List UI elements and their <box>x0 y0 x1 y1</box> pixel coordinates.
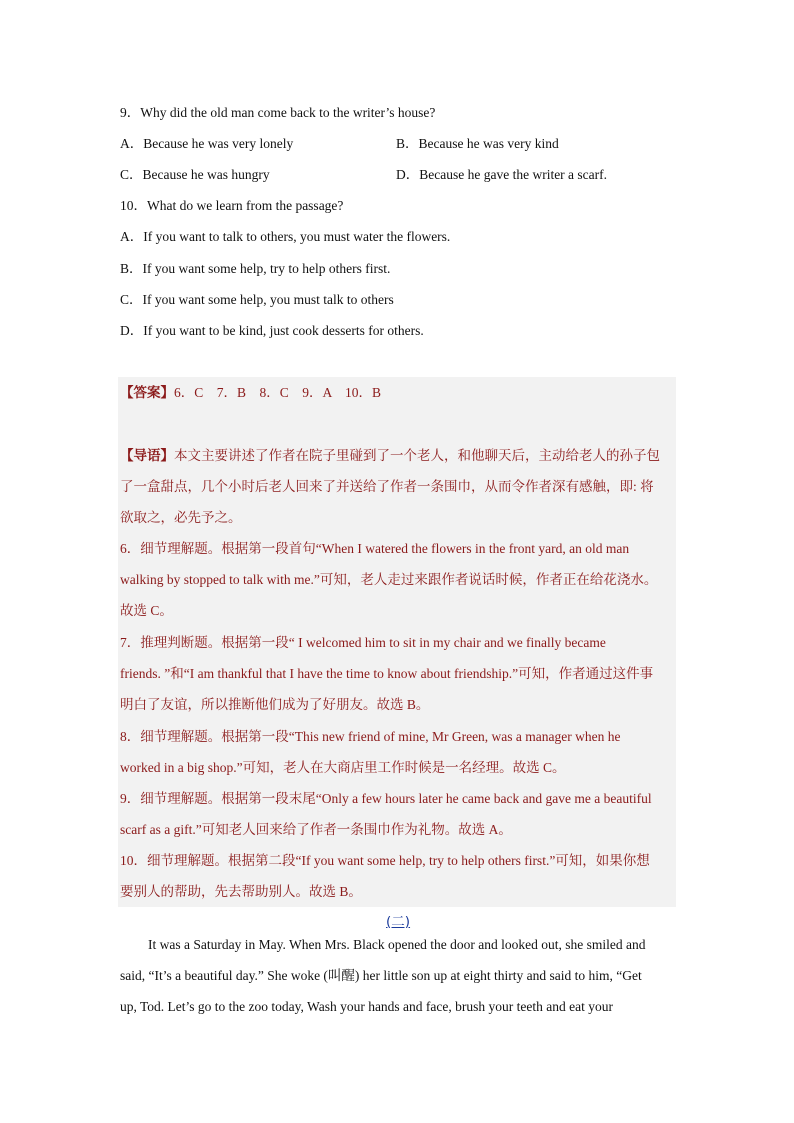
passage-line: said, “It’s a beautiful day.” She woke (叫醒) her little son up at eight thirty and said to him, “Get <box>120 968 642 983</box>
explanation-line: 故选 C。 <box>120 603 173 618</box>
question-10-option-a: A．If you want to talk to others, you must water the flowers. <box>120 229 451 244</box>
explanation-line: 8．细节理解题。根据第一段“This new friend of mine, Mr Green, was a manager when he <box>120 729 621 744</box>
guide-text-1: 本文主要讲述了作者在院子里碰到了一个老人，和他聊天后，主动给老人的孙子包 <box>174 448 660 463</box>
guide-line-3: 欲取之，必先予之。 <box>120 510 242 525</box>
question-10-option-d: D．If you want to be kind, just cook desserts for others. <box>120 323 424 338</box>
explanation-line: 7．推理判断题。根据第一段“ I welcomed him to sit in my chair and we finally became <box>120 635 606 650</box>
answer-text: 6．C 7．B 8．C 9．A 10．B <box>174 385 382 400</box>
question-9-stem: 9．Why did the old man come back to the writer’s house? <box>120 105 436 120</box>
answer-line <box>120 384 381 402</box>
question-10-option-b: B．If you want some help, try to help others first. <box>120 261 391 276</box>
guide-line-1 <box>120 447 660 465</box>
explanation-line: scarf as a gift.”可知老人回来给了作者一条围巾作为礼物。故选 A。 <box>120 822 512 837</box>
question-9-option-b: B．Because he was very kind <box>396 136 559 151</box>
passage-line: It was a Saturday in May. When Mrs. Black opened the door and looked out, she smiled and <box>148 937 646 952</box>
explanation-line: walking by stopped to talk with me.”可知，老人走过来跟作者说话时候，作者正在给花浇水。 <box>120 572 658 587</box>
explanation-line: 10．细节理解题。根据第二段“If you want some help, try to help others first.”可知，如果你想 <box>120 853 650 868</box>
guide-line-2: 了一盒甜点，几个小时后老人回来了并送给了作者一条围巾，从而令作者深有感触，即: 将 <box>120 479 654 494</box>
question-10-option-c: C．If you want some help, you must talk to others <box>120 292 394 307</box>
explanation-line: 要别人的帮助，先去帮助别人。故选 B。 <box>120 884 362 899</box>
explanation-line: 6．细节理解题。根据第一段首句“When I watered the flowers in the front yard, an old man <box>120 541 630 556</box>
section-marker: (二) <box>386 914 411 930</box>
explanation-line: worked in a big shop.”可知，老人在大商店里工作时候是一名经理。故选 C。 <box>120 760 566 775</box>
answer-tag: 【答案】 <box>120 385 174 400</box>
explanation-line: 9．细节理解题。根据第一段末尾“Only a few hours later he came back and gave me a beautiful <box>120 791 652 806</box>
question-9-option-a: A．Because he was very lonely <box>120 136 294 151</box>
question-9-option-d: D．Because he gave the writer a scarf. <box>396 167 608 182</box>
question-9-option-c: C．Because he was hungry <box>120 167 270 182</box>
passage-line: up, Tod. Let’s go to the zoo today, Wash your hands and face, brush your teeth and eat your <box>120 999 613 1014</box>
question-10-stem: 10．What do we learn from the passage? <box>120 198 344 213</box>
explanation-line: friends. ”和“I am thankful that I have the time to know about friendship.”可知，作者通过这件事 <box>120 666 654 681</box>
explanation-line: 明白了友谊，所以推断他们成为了好朋友。故选 B。 <box>120 697 430 712</box>
guide-tag: 【导语】 <box>120 448 174 463</box>
